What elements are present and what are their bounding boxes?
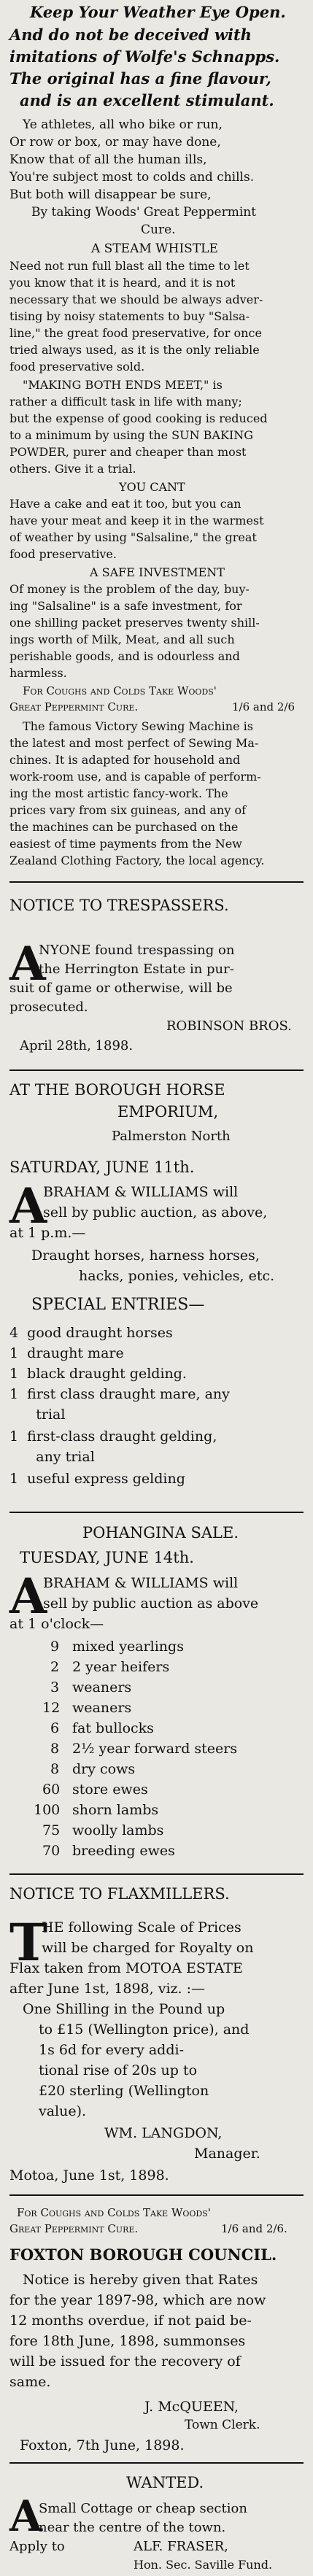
flaxmillers-body-line: value). — [39, 2103, 87, 2119]
newspaper-page: Keep Your Weather Eye Open. And do not be deceived with imitations of Wolfe's Schnapps. The original has a fine flavour, and is an excellent stimulant. Ye athletes, all who bike or run, Or row or box, or may have done, Know that of all the human ills, You're subject most to colds and chills. But both will disappear be sure, By taking Woods' Great Peppermint Cure. A STEAM WHISTLE Need not run full blast all the time to let you know that it is heard, and it is not necessary that we should be always adver- tising by noisy statements to buy "Salsa- line," the great food preservative, for once tried always used, as it is the only reliable food preservative sold. "MAKING BOTH ENDS MEET," is rather a difficult task in life with many; but the expense of good cooking is reduced to a minimum by using the SUN BAKING POWDER, purer and cheaper than most others. Give it a trial. YOU CANT Have a cake and eat it too, but you can have your meat and keep it in the warmest of weather by using "Salsaline," the great food preservative. A SAFE INVESTMENT Of money is the problem of the day, buy- ing "Salsaline" is a safe investment, for one shilling packet preserves twenty shill- ings worth of Milk, Meat, and all such perishable goods, and is odourless and harmless. For Coughs and Colds Take Woods' Great Peppermint Cure. 1/6 and 2/6 The famous Victory Sewing Machine is the latest and most perfect of Sewing Ma- chines. It is adapted for household and work-room use, and is capable of perform- ing the most artistic fancy-work. The prices vary from six guineas, and any of the machines can be purchased on the easiest of time payments from the New Zealand Clothing Factory, the local agency. NOTICE TO TRESPASSERS. A NYONE found trespassing on the Herrington Estate in pur- suit of game or otherwise, will be prosecuted. ROBINSON BROS. April 28th, 1898. AT THE BOROUGH HORSE EMPORIUM, Palmerston North SATURDAY, JUNE 11th. A BRAHAM & WILLIAMS will sell by public auction, as above, at 1 p.m.— Draught horses, harness horses, hacks, ponies, vehicles, etc. SPECIAL ENTRIES— 4 good draught horses 1 draught mare 1 black draught gelding. 1 first class draught mare, any trial 1 first-class draught gelding, any trial 1 useful express gelding POHANGINA SALE. TUESDAY, JUNE 14th. A BRAHAM & WILLIAMS will sell by public auction as above at 1 o'clock— 9 mixed yearlings 2 2 year heifers 3 weaners 12 weaners 6 fat bullocks 8 2½ year forward steers 8 dry cows 60 store ewes 100 shorn lambs 75 woolly lambs 70 breeding ewes NOTICE TO FLAXMILLERS. T HE following Scale of Prices will be charged for Royalty on Flax taken from MOTOA ESTATE after June 1st, 1898, viz. :— One Shilling in the Pound up to £15 (Wellington price), and 1s 6d for every addi- tional rise of 20s up to £20 sterling (Wellington value). WM. LANGDON, Manager. Motoa, June 1st, 1898. For Coughs and Colds Take Woods' Great Peppermint Cure. 1/6 and 2/6. FOXTON BOROUGH COUNCIL. Notice is hereby given that Rates for the year 1897-98, which are now 12 months overdue, if not paid be- fore 18th June, 1898, summonses will be issued for the recovery of same. J. McQUEEN, Town Clerk. Foxton, 7th June, 1898. WANTED. A Small Cottage or cheap section near the centre of the town. Apply to ALF. FRASER, Hon. Sec. Saville Fund. — [0, 0, 313, 2576]
trespassers-title: NOTICE TO TRESPASSERS. — [9, 897, 229, 914]
horse-body-line: at 1 p.m.— — [9, 1225, 86, 1241]
horse-drop-cap: A — [9, 1177, 47, 1234]
wolfe-line-4: The original has a fine flavour, — [9, 69, 271, 88]
wanted-body-line: near the centre of the town. — [39, 2520, 226, 2535]
stock-description: 2 year heifers — [72, 1659, 170, 1675]
flaxmillers-role: Manager. — [194, 2146, 260, 2162]
wanted-role: Hon. Sec. Saville Fund. — [134, 2558, 273, 2572]
horse-body-line: Draught horses, harness horses, — [31, 1248, 260, 1264]
coughs-ad-2-price: 1/6 and 2/6. — [221, 2222, 287, 2235]
coughs-ad-1-line-2: Great Peppermint Cure. — [9, 700, 139, 713]
stock-description: 2½ year forward steers — [72, 1741, 238, 1757]
section-divider — [9, 1512, 304, 1513]
stock-count: 75 — [42, 1822, 61, 1838]
flaxmillers-body-line: £20 sterling (Wellington — [39, 2083, 209, 2099]
stock-description: fat bullocks — [72, 1720, 154, 1736]
pohangina-date: TUESDAY, JUNE 14th. — [20, 1549, 194, 1566]
flaxmillers-body-line: One Shilling in the Pound up — [23, 2001, 225, 2017]
stock-count: 100 — [34, 1802, 61, 1818]
both-ends-heading: "MAKING BOTH ENDS MEET," is — [23, 378, 223, 392]
trespassers-body-line: the Herrington Estate in pur- — [39, 962, 234, 977]
foxton-title: FOXTON BOROUGH COUNCIL. — [9, 2246, 277, 2264]
horse-heading-1: AT THE BOROUGH HORSE — [9, 1081, 225, 1099]
flaxmillers-body-line: Flax taken from MOTOA ESTATE — [9, 1960, 243, 1976]
pohangina-body-line: at 1 o'clock— — [9, 1616, 104, 1632]
list-item: 1 black draught gelding. — [9, 1366, 187, 1382]
foxton-body-line: for the year 1897-98, which are now — [9, 2292, 266, 2308]
you-cant-heading: YOU CANT — [119, 480, 185, 494]
stock-count: 70 — [42, 1843, 61, 1859]
horse-date: SATURDAY, JUNE 11th. — [9, 1159, 195, 1176]
trespassers-body-line: prosecuted. — [9, 999, 88, 1015]
horse-body-line: sell by public auction, as above, — [43, 1204, 268, 1221]
list-item: 1 useful express gelding — [9, 1471, 185, 1487]
stock-count: 2 — [50, 1659, 60, 1675]
coughs-ad-2-line-2: Great Peppermint Cure. — [9, 2222, 139, 2235]
section-divider — [9, 1070, 304, 1071]
trespassers-date: April 28th, 1898. — [20, 1038, 134, 1053]
trespassers-first-line: NYONE found trespassing on — [39, 943, 235, 958]
wolfe-line-5: and is an excellent stimulant. — [20, 91, 274, 109]
whistle-heading: A STEAM WHISTLE — [91, 241, 218, 256]
investment-heading: A SAFE INVESTMENT — [90, 565, 225, 579]
stock-description: weaners — [72, 1700, 132, 1716]
stock-description: woolly lambs — [72, 1822, 164, 1838]
coughs-ad-1-price: 1/6 and 2/6 — [232, 700, 295, 713]
flaxmillers-drop-cap: T — [9, 1912, 48, 1973]
foxton-date: Foxton, 7th June, 1898. — [20, 2437, 185, 2453]
trespassers-body-line: suit of game or otherwise, will be — [9, 980, 233, 996]
stock-count: 8 — [50, 1741, 60, 1757]
flaxmillers-body-line: to £15 (Wellington price), and — [39, 2022, 250, 2038]
stock-count: 3 — [50, 1679, 60, 1695]
coughs-ad-2-line-1: For Coughs and Colds Take Woods' — [17, 2206, 211, 2219]
foxton-body-line: Notice is hereby given that Rates — [23, 2272, 258, 2288]
section-divider — [9, 1873, 304, 1875]
flaxmillers-body-line: will be charged for Royalty on — [42, 1940, 254, 1956]
list-item: 1 first class draught mare, any — [9, 1386, 230, 1402]
foxton-body-line: 12 months overdue, if not paid be- — [9, 2313, 252, 2329]
trespassers-signature: ROBINSON BROS. — [166, 1018, 292, 1034]
stock-description: store ewes — [72, 1782, 148, 1798]
pohangina-title: POHANGINA SALE. — [82, 1524, 239, 1542]
flaxmillers-body-line: after June 1st, 1898, viz. :— — [9, 1981, 206, 1997]
foxton-body-line: will be issued for the recovery of — [9, 2353, 241, 2370]
stock-count: 9 — [50, 1639, 60, 1655]
flaxmillers-body-line: tional rise of 20s up to — [39, 2062, 198, 2078]
stock-count: 60 — [42, 1782, 61, 1798]
section-divider — [9, 881, 304, 883]
wanted-drop-cap: A — [9, 2491, 43, 2541]
horse-body-line: hacks, ponies, vehicles, etc. — [79, 1268, 275, 1284]
wanted-body-line: Apply to — [9, 2539, 65, 2554]
stock-description: mixed yearlings — [72, 1639, 184, 1655]
flaxmillers-title: NOTICE TO FLAXMILLERS. — [9, 1885, 230, 1903]
stock-description: shorn lambs — [72, 1802, 159, 1818]
pohangina-drop-cap: A — [9, 1568, 47, 1625]
horse-heading-2: EMPORIUM, — [117, 1103, 219, 1121]
horse-first-line: BRAHAM & WILLIAMS will — [43, 1184, 239, 1200]
stock-description: weaners — [72, 1679, 132, 1695]
foxton-body-line: same. — [9, 2374, 51, 2390]
wanted-signature: ALF. FRASER, — [134, 2539, 228, 2554]
wanted-title: WANTED. — [126, 2474, 204, 2491]
pohangina-body-line: sell by public auction as above — [43, 1596, 259, 1612]
flaxmillers-date: Motoa, June 1st, 1898. — [9, 2167, 169, 2184]
section-divider — [9, 2462, 304, 2464]
wolfe-line-1: Keep Your Weather Eye Open. — [30, 3, 286, 21]
foxton-signature: J. McQUEEN, — [144, 2399, 239, 2415]
wolfe-line-2: And do not be deceived with — [9, 26, 252, 44]
stock-count: 12 — [42, 1700, 61, 1716]
flaxmillers-first-line: HE following Scale of Prices — [42, 1919, 241, 1935]
list-item: any trial — [9, 1449, 95, 1465]
stock-description: breeding ewes — [72, 1843, 175, 1859]
foxton-body-line: fore 18th June, 1898, summonses — [9, 2333, 246, 2349]
foxton-role: Town Clerk. — [185, 2418, 260, 2432]
list-item: 4 good draught horses — [9, 1325, 173, 1341]
horse-place: Palmerston North — [112, 1129, 231, 1144]
stock-description: dry cows — [72, 1761, 136, 1777]
list-item: 1 draught mare — [9, 1345, 124, 1361]
stock-count: 8 — [50, 1761, 60, 1777]
pohangina-first-line: BRAHAM & WILLIAMS will — [43, 1575, 239, 1591]
list-item: trial — [9, 1407, 66, 1423]
trespassers-drop-cap: A — [9, 937, 46, 991]
coughs-ad-1-line-1: For Coughs and Colds Take Woods' — [23, 684, 217, 697]
horse-special-entries: SPECIAL ENTRIES— — [31, 1296, 205, 1314]
stock-count: 6 — [50, 1720, 60, 1736]
wolfe-line-3: imitations of Wolfe's Schnapps. — [9, 47, 280, 66]
flaxmillers-body-line: 1s 6d for every addi- — [39, 2042, 184, 2058]
list-item: 1 first-class draught gelding, — [9, 1428, 217, 1444]
section-divider — [9, 2194, 304, 2196]
wanted-first-line: Small Cottage or cheap section — [39, 2501, 247, 2516]
flaxmillers-signature: WM. LANGDON, — [104, 2125, 223, 2141]
